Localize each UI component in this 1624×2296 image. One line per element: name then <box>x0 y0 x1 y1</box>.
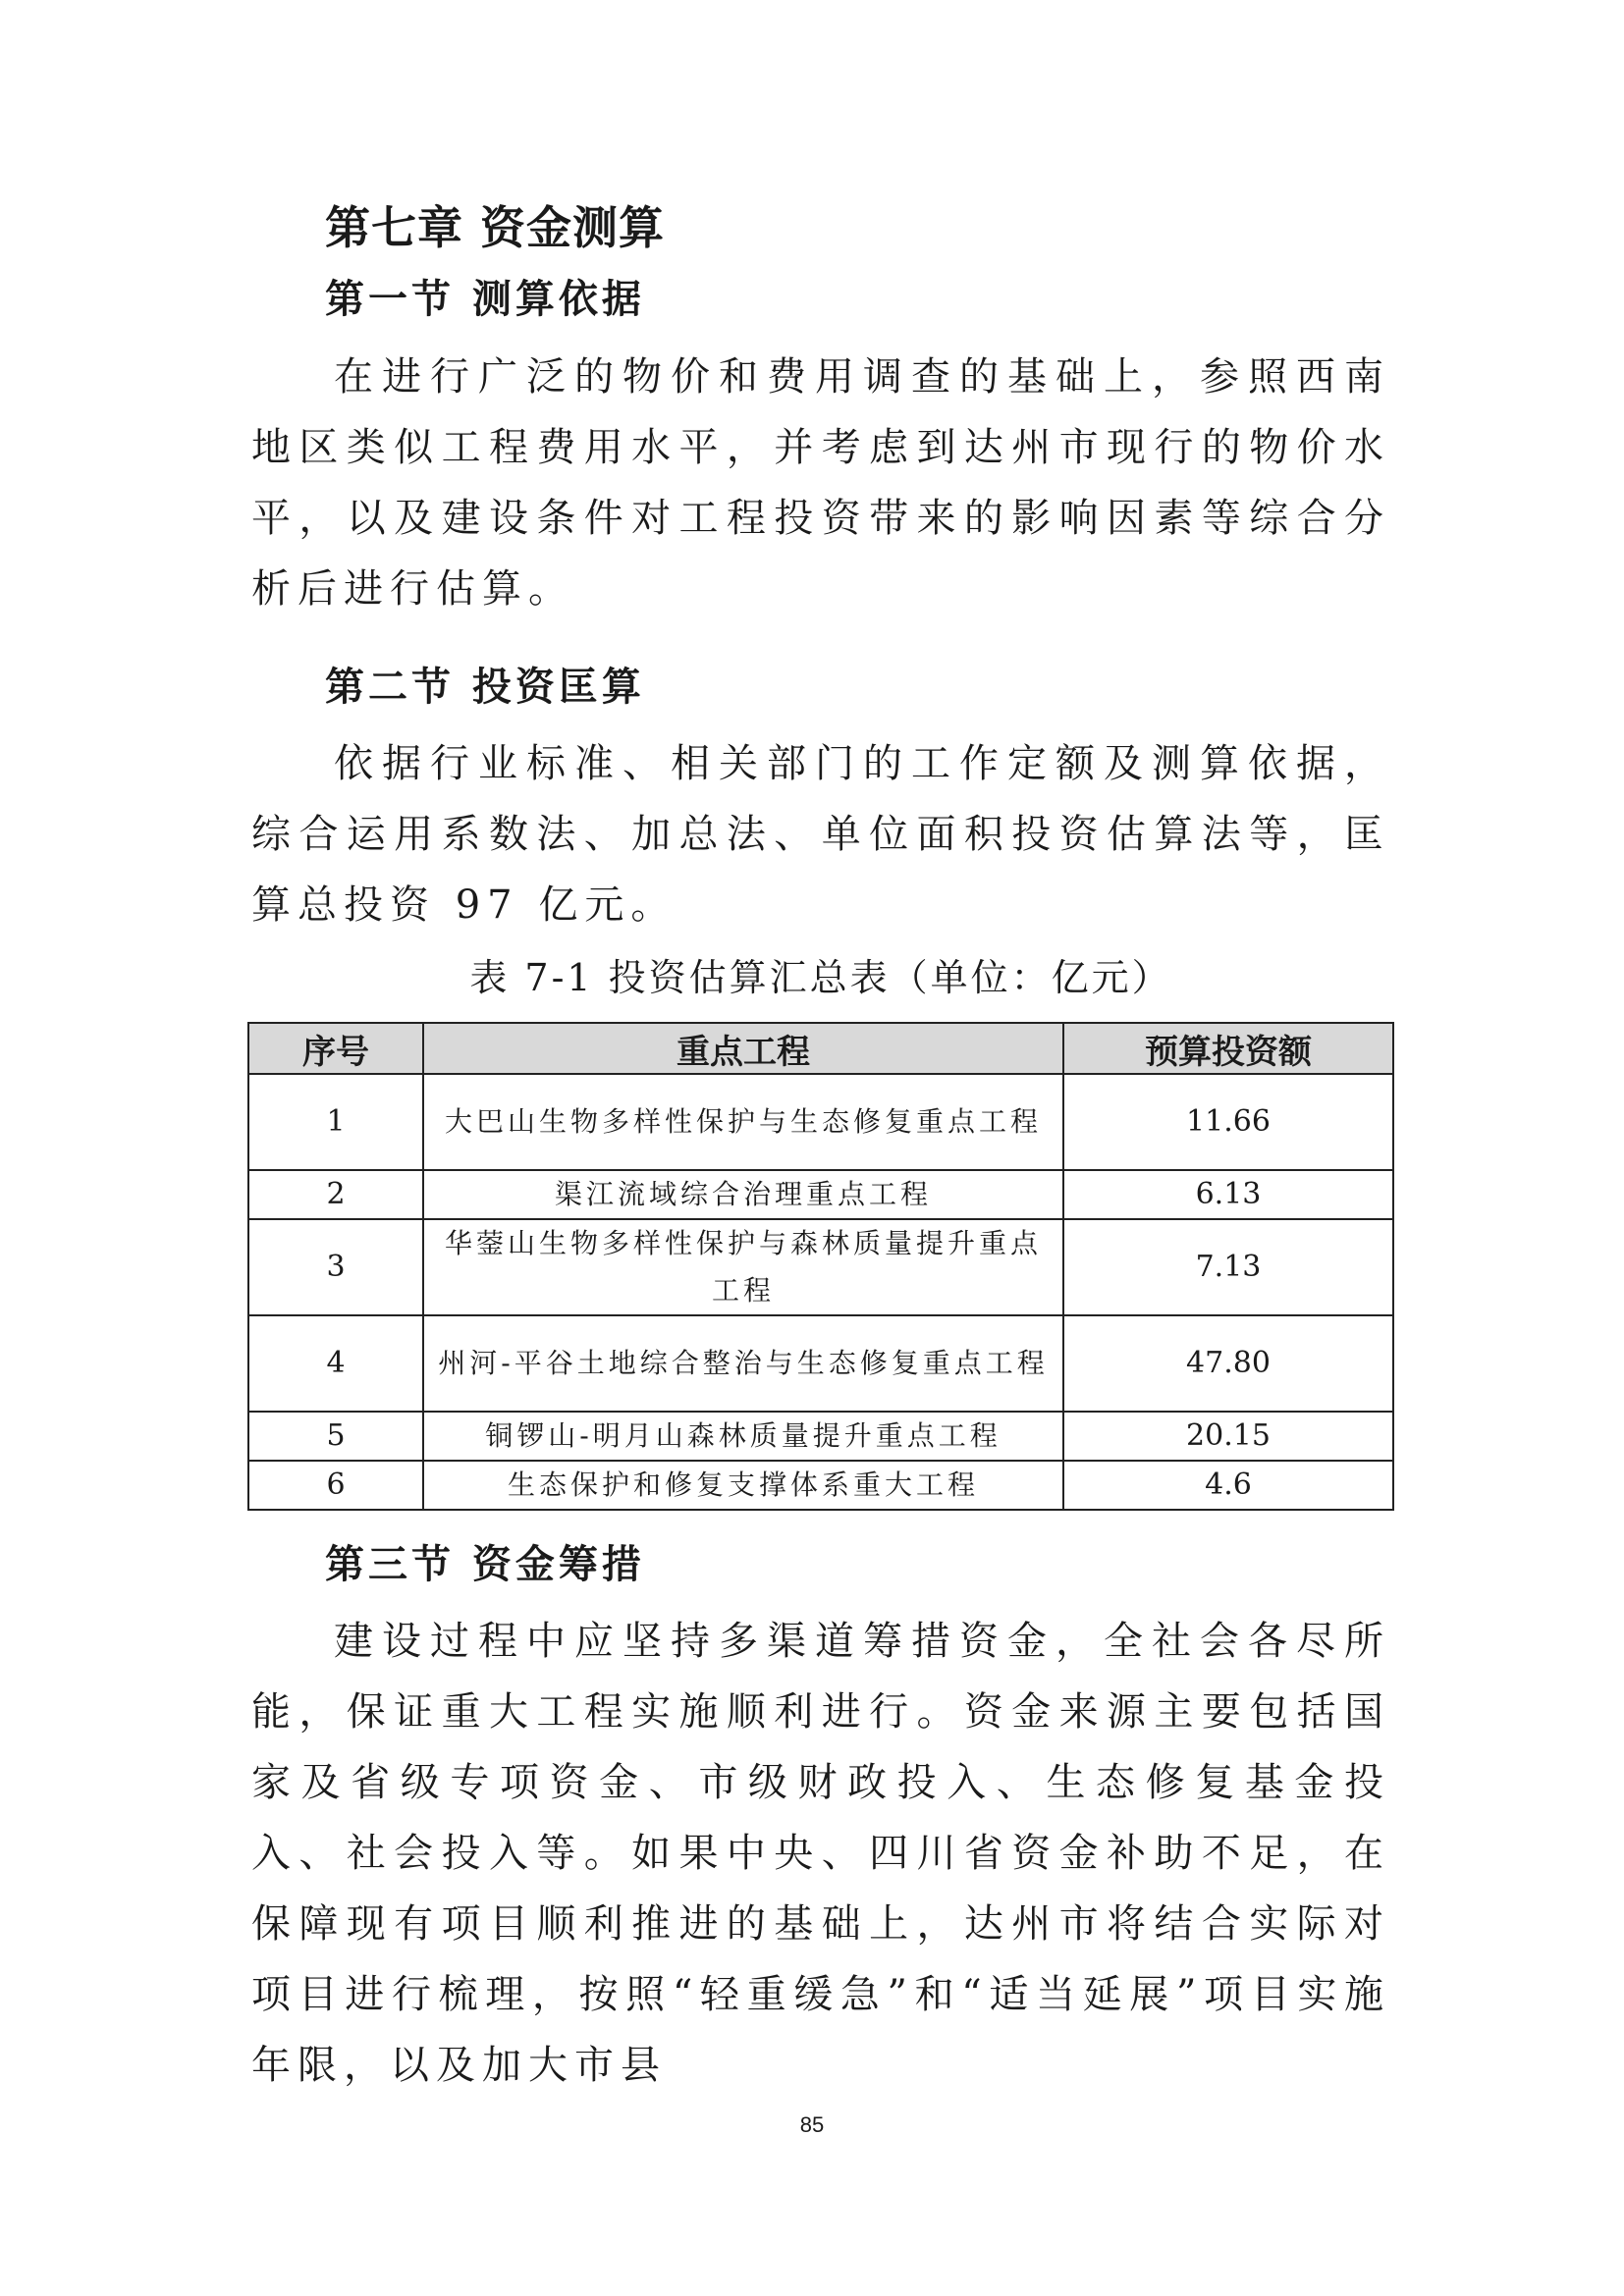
budget-amount: 11.66 <box>1063 1074 1393 1170</box>
column-header-project: 重点工程 <box>423 1023 1063 1074</box>
row-number: 6 <box>248 1461 423 1510</box>
section-heading-estimate: 第二节 投资匡算 <box>325 665 645 710</box>
project-name: 华蓥山生物多样性保护与森林质量提升重点工程 <box>423 1219 1063 1315</box>
section-heading-financing: 第三节 资金筹措 <box>325 1542 645 1587</box>
section-heading-basis: 第一节 测算依据 <box>325 277 645 322</box>
row-number: 3 <box>248 1219 423 1315</box>
table-row <box>248 1315 1393 1412</box>
chapter-title: 第七章 资金测算 <box>325 201 666 254</box>
table-row <box>248 1170 1393 1219</box>
page-number: 85 <box>799 2112 825 2137</box>
budget-amount: 20.15 <box>1063 1412 1393 1461</box>
row-number: 5 <box>248 1412 423 1461</box>
project-name: 渠江流域综合治理重点工程 <box>423 1170 1063 1219</box>
paragraph-estimate: 依据行业标准、相关部门的工作定额及测算依据，综合运用系数法、加总法、单位面积投资估算法等，匡算总投资 97 亿元。 <box>251 741 1390 928</box>
row-number: 4 <box>248 1315 423 1412</box>
paragraph-basis: 在进行广泛的物价和费用调查的基础上，参照西南地区类似工程费用水平，并考虑到达州市现行的物价水平，以及建设条件对工程投资带来的影响因素等综合分析后进行估算。 <box>251 354 1390 612</box>
budget-amount: 47.80 <box>1063 1315 1393 1412</box>
row-number: 1 <box>248 1074 423 1170</box>
table-header-row <box>248 1023 1393 1074</box>
project-name: 铜锣山-明月山森林质量提升重点工程 <box>423 1412 1063 1461</box>
budget-amount: 6.13 <box>1063 1170 1393 1219</box>
project-name: 生态保护和修复支撑体系重大工程 <box>423 1461 1063 1510</box>
column-header-no: 序号 <box>248 1023 423 1074</box>
table-caption: 表 7-1 投资估算汇总表（单位：亿元） <box>469 956 1172 999</box>
table-row <box>248 1074 1393 1170</box>
table-row <box>248 1219 1393 1315</box>
project-name: 州河-平谷土地综合整治与生态修复重点工程 <box>423 1315 1063 1412</box>
table-row <box>248 1461 1393 1510</box>
budget-amount: 4.6 <box>1063 1461 1393 1510</box>
paragraph-financing: 建设过程中应坚持多渠道筹措资金，全社会各尽所能，保证重大工程实施顺利进行。资金来源主要包括国家及省级专项资金、市级财政投入、生态修复基金投入、社会投入等。如果中央、四川省资金补助不足，在保障现有项目顺利推进的基础上，达州市将结合实际对项目进行梳理，按照“轻重缓急”和“适当延展”项目实施年限，以及加大市县 <box>251 1619 1390 2088</box>
budget-amount: 7.13 <box>1063 1219 1393 1315</box>
project-name: 大巴山生物多样性保护与生态修复重点工程 <box>423 1074 1063 1170</box>
investment-estimate-table <box>247 1022 1394 1511</box>
column-header-amount: 预算投资额 <box>1063 1023 1393 1074</box>
table-row <box>248 1412 1393 1461</box>
row-number: 2 <box>248 1170 423 1219</box>
